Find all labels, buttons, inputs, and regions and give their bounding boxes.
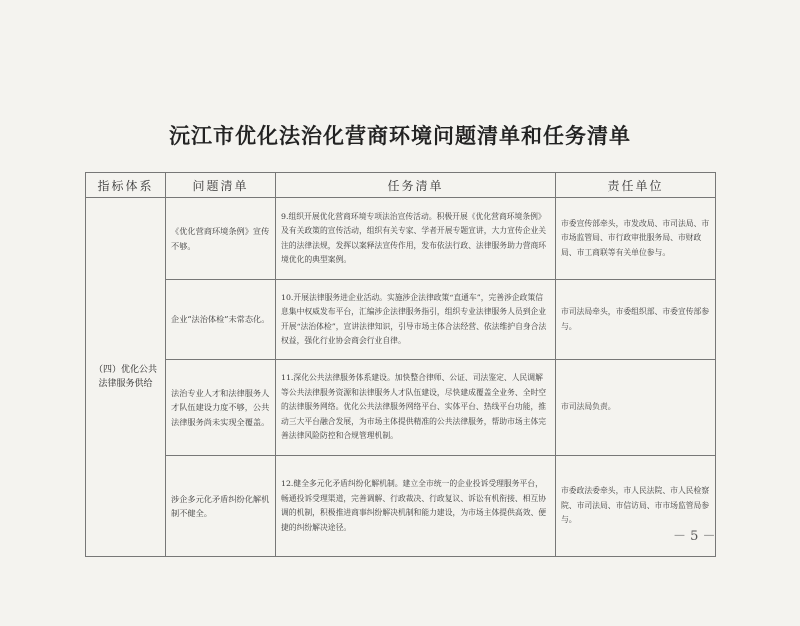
owner-cell: 市司法局牵头，市委组织部、市委宣传部参与。 [556,280,716,360]
problem-cell: 涉企多元化矛盾纠纷化解机制不健全。 [166,456,276,557]
page-title: 沅江市优化法治化营商环境问题清单和任务清单 [169,123,631,148]
owner-cell: 市司法局负责。 [556,360,716,456]
table-row [86,456,716,557]
task-cell: 11.深化公共法律服务体系建设。加快整合律师、公证、司法鉴定、人民调解等公共法律服务资源和法律服务人才队伍建设，尽快建成覆盖全业务、全时空的法律服务网络。优化公共法律服务网络平台、实体平台、热线平台功能，推动三大平台融合发展，为市场主体提供精准的公共法律服务，帮助市场主体完善法律风险防控和合规管理机制。 [276,360,556,456]
owner-cell: 市委政法委牵头，市人民法院、市人民检察院、市司法局、市信访局、市市场监管局参与。 [556,456,716,557]
table-row [86,360,716,456]
owner-cell: 市委宣传部牵头，市发改局、市司法局、市市场监管局、市行政审批服务局、市财政局、市工商联等有关单位参与。 [556,198,716,280]
problem-cell: 《优化营商环境条例》宣传不够。 [166,198,276,280]
table-header-row [86,173,716,198]
table-row [86,198,716,280]
task-table [85,172,716,557]
task-cell: 10.开展法律服务进企业活动。实施涉企法律政策“直通车”，完善涉企政策信息集中权威发布平台，汇编涉企法律服务指引，组织专业法律服务人员到企业开展“法治体检”，宣讲法律知识，引导市场主体合法经营、依法维护自身合法权益，强化行业协会商会行业自律。 [276,280,556,360]
header-indicator: 指标体系 [86,173,166,198]
problem-cell: 企业“法治体检”未常态化。 [166,280,276,360]
task-cell: 9.组织开展优化营商环境专项法治宣传活动。积极开展《优化营商环境条例》及有关政策的宣传活动，组织有关专家、学者开展专题宣讲，大力宣传企业关注的法律法规，发挥以案释法宣传作用，发布依法行政、法律服务助力营商环境优化的典型案例。 [276,198,556,280]
table-row [86,280,716,360]
header-task: 任务清单 [276,173,556,198]
indicator-cell: （四）优化公共法律服务供给 [86,198,166,557]
header-owner: 责任单位 [556,173,716,198]
header-problem: 问题清单 [166,173,276,198]
page-number: － 5 － [673,529,716,544]
task-cell: 12.健全多元化矛盾纠纷化解机制。建立全市统一的企业投诉受理服务平台，畅通投诉受理渠道，完善调解、行政裁决、行政复议、诉讼有机衔接、相互协调的机制，积极推进商事纠纷解决机制和能力建设，为市场主体提供高效、便捷的纠纷解决途径。 [276,456,556,557]
problem-cell: 法治专业人才和法律服务人才队伍建设力度不够，公共法律服务尚未实现全覆盖。 [166,360,276,456]
